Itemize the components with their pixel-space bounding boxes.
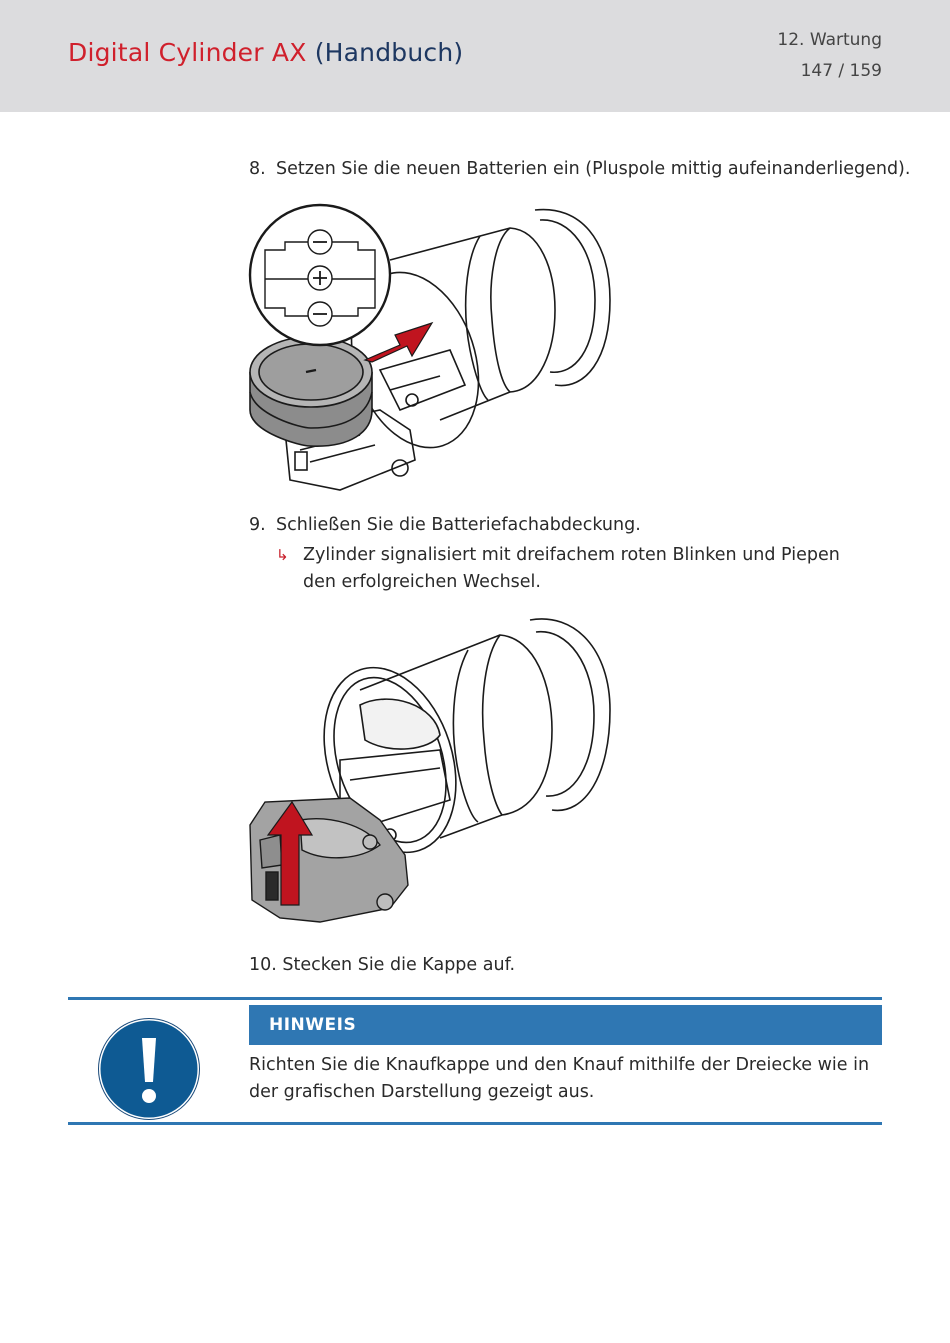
step-9-result: [276, 542, 863, 596]
exclamation-circle-icon: [98, 1018, 200, 1120]
step-9: [249, 515, 641, 535]
document-title: [68, 38, 463, 67]
notice-top-rule: [68, 997, 882, 1000]
notice-label: HINWEIS: [249, 1005, 882, 1045]
step-number: 9.: [249, 515, 266, 535]
step-text: Setzen Sie die neuen Batterien ein (Pluspole mittig aufeinanderliegend).: [276, 159, 911, 179]
notice-text: Richten Sie die Knaufkappe und den Knauf mithilfe der Dreiecke wie in der grafischen Darstellung gezeigt aus.: [249, 1055, 870, 1102]
battery-insert-illustration: [240, 200, 620, 500]
result-arrow-icon: ↳: [276, 546, 289, 564]
step-number: 8.: [249, 159, 266, 179]
page-header: [0, 0, 950, 112]
step-8: [249, 159, 910, 179]
title-sub: (Handbuch): [314, 38, 464, 67]
chapter-label: 12. Wartung: [777, 30, 882, 50]
step-number: 10.: [249, 955, 277, 975]
title-main: Digital Cylinder AX: [68, 38, 307, 67]
notice-bottom-rule: [68, 1122, 882, 1125]
battery-cover-illustration: [240, 610, 620, 940]
result-text: Zylinder signalisiert mit dreifachem roten Blinken und Piepen den erfolgreichen Wechsel.: [303, 545, 840, 592]
page-number: 147 / 159: [800, 61, 882, 81]
step-text: Schließen Sie die Batteriefachabdeckung.: [276, 515, 641, 535]
step-10: [249, 955, 515, 975]
step-text: Stecken Sie die Kappe auf.: [282, 955, 516, 975]
